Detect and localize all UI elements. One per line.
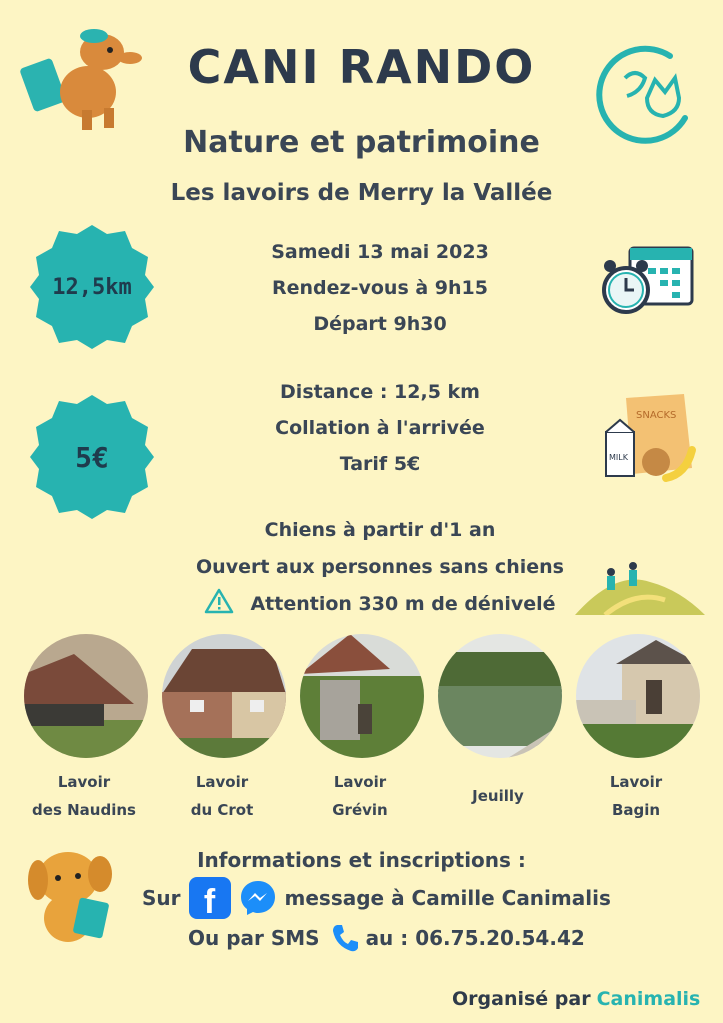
- conditions-block: [150, 512, 610, 623]
- brand-name: Canimalis: [596, 988, 701, 1010]
- distance-badge: [27, 222, 157, 352]
- warning-icon: [204, 588, 234, 614]
- snacks-bag-label: SNACKS: [636, 410, 677, 421]
- lavoir-naudins-caption: Lavoir des Naudins: [32, 773, 136, 819]
- page-subtitle: Nature et patrimoine: [183, 125, 540, 160]
- snack-detail: Collation à l'arrivée: [275, 417, 485, 439]
- contact-heading: Informations et inscriptions :: [197, 848, 526, 872]
- elevation-warning: [150, 586, 610, 623]
- location-line: Les lavoirs de Merry la Vallée: [170, 180, 553, 206]
- departure-time: Départ 9h30: [313, 313, 447, 335]
- lavoir-bagin-photo: [576, 634, 700, 758]
- distance-badge-label: 12,5km: [52, 274, 132, 300]
- meeting-time: Rendez-vous à 9h15: [272, 277, 488, 299]
- contact-social-line: [142, 876, 611, 920]
- price-detail: Tarif 5€: [339, 453, 421, 475]
- lavoir-bagin-caption: Lavoir Bagin: [609, 773, 663, 819]
- warning-text: Attention 330 m de dénivelé: [250, 593, 556, 615]
- schedule-block: [200, 234, 560, 342]
- lavoir-grevin-caption: Lavoir Grévin: [332, 773, 388, 819]
- lavoir-crot-photo: [162, 634, 286, 758]
- page-title: CANI RANDO: [187, 40, 536, 94]
- footer-organiser: [452, 988, 700, 1010]
- messenger-text: message à Camille Canimalis: [284, 886, 611, 910]
- messenger-icon[interactable]: [239, 879, 277, 917]
- phone-icon: [330, 923, 360, 953]
- lavoir-grevin-photo: [300, 634, 424, 758]
- sms-label: Ou par SMS: [188, 926, 320, 950]
- dogs-age-condition: Chiens à partir d'1 an: [264, 519, 496, 541]
- details-block: [200, 374, 560, 482]
- contact-sms-line: [188, 922, 585, 954]
- lavoir-crot-caption: Lavoir du Crot: [190, 773, 254, 819]
- phone-number: au : 06.75.20.54.42: [365, 926, 585, 950]
- event-date: Samedi 13 mai 2023: [271, 241, 489, 263]
- snacks-illustration: [598, 388, 698, 488]
- jeuilly-caption: Jeuilly: [472, 787, 524, 805]
- price-badge-label: 5€: [75, 440, 109, 474]
- sur-label: Sur: [142, 886, 181, 910]
- lavoir-naudins-photo: [24, 634, 148, 758]
- organised-label: Organisé par: [452, 988, 591, 1010]
- calendar-clock-icon: [600, 240, 695, 325]
- hikers-illustration: [575, 560, 705, 615]
- open-condition: Ouvert aux personnes sans chiens: [196, 556, 564, 578]
- facebook-icon[interactable]: f: [189, 877, 231, 919]
- milk-carton-label: MILK: [609, 453, 628, 462]
- distance-detail: Distance : 12,5 km: [280, 381, 480, 403]
- jeuilly-photo: [438, 634, 562, 758]
- price-badge: [27, 392, 157, 522]
